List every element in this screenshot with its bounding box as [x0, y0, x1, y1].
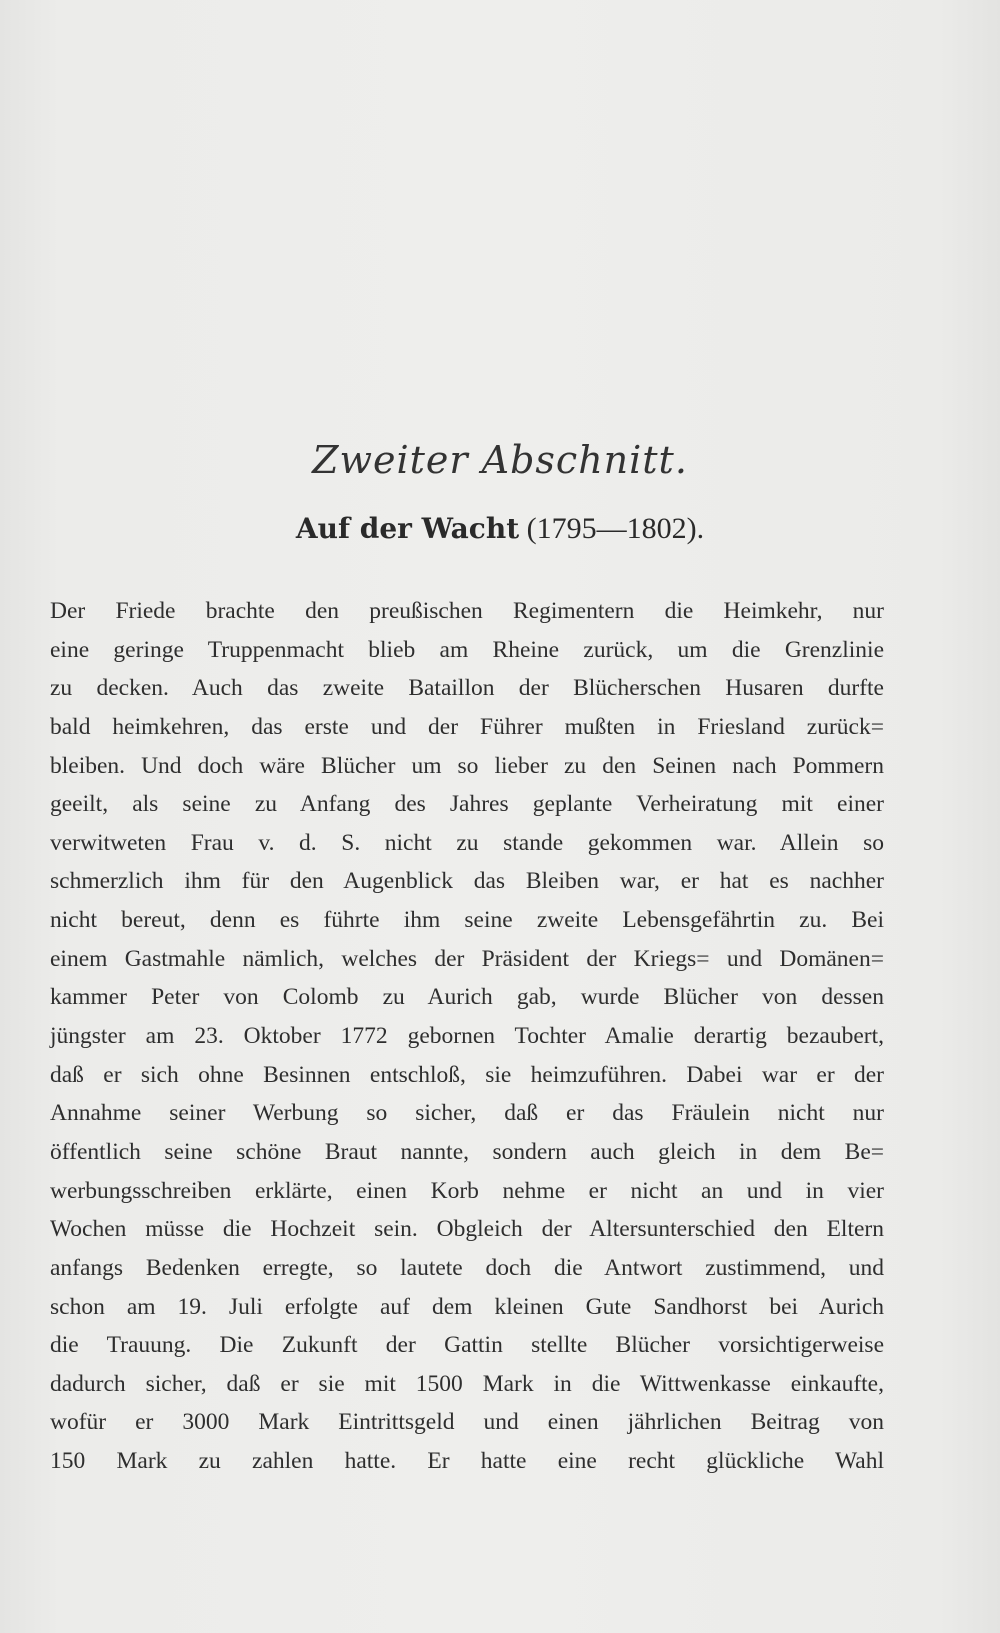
text-line: kammer Peter von Colomb zu Aurich gab, wurde Blücher von dessen: [50, 984, 884, 1011]
text-line: dadurch sicher, daß er sie mit 1500 Mark in die Wittwenkasse einkaufte,: [50, 1370, 884, 1397]
section-heading: Zweiter Abschnitt.: [312, 438, 688, 482]
text-line: jüngster am 23. Oktober 1772 gebornen Tochter Amalie derartig bezaubert,: [50, 1023, 884, 1050]
text-line: werbungsschreiben erklärte, einen Korb nehme er nicht an und in vier: [50, 1177, 884, 1204]
text-line: öffentlich seine schöne Braut nannte, sondern auch gleich in dem Be=: [50, 1138, 884, 1165]
text-line: 150 Mark zu zahlen hatte. Er hatte eine recht glückliche Wahl: [50, 1448, 884, 1475]
body-paragraph: [50, 592, 884, 1481]
text-line: verwitweten Frau v. d. S. nicht zu stande gekommen war. Allein so: [50, 829, 884, 856]
text-line: geeilt, als seine zu Anfang des Jahres geplante Verheiratung mit einer: [50, 791, 884, 818]
text-line: schmerzlich ihm für den Augenblick das Bleiben war, er hat es nachher: [50, 868, 884, 895]
text-line: zu decken. Auch das zweite Bataillon der Blücherschen Husaren durfte: [50, 675, 884, 702]
text-line: Der Friede brachte den preußischen Regimentern die Heimkehr, nur: [50, 598, 884, 624]
text-line: eine geringe Truppenmacht blieb am Rheine zurück, um die Grenzlinie: [50, 636, 884, 663]
text-line: Wochen müsse die Hochzeit sein. Obgleich der Altersunterschied den Eltern: [50, 1216, 884, 1243]
chapter-title-name: Auf der Wacht: [295, 512, 520, 545]
text-line: Annahme seiner Werbung so sicher, daß er das Fräulein nicht nur: [50, 1100, 884, 1127]
text-line: nicht bereut, denn es führte ihm seine zweite Lebensgefährtin zu. Bei: [50, 907, 884, 934]
text-line: bald heimkehren, das erste und der Führer mußten in Friesland zurück=: [50, 713, 884, 740]
text-line: daß er sich ohne Besinnen entschloß, sie heimzuführen. Dabei war er der: [50, 1061, 884, 1088]
text-line: bleiben. Und doch wäre Blücher um so lieber zu den Seinen nach Pommern: [50, 752, 884, 779]
text-line: schon am 19. Juli erfolgte auf dem kleinen Gute Sandhorst bei Aurich: [50, 1293, 884, 1320]
chapter-title: [0, 512, 1000, 546]
text-line: anfangs Bedenken erregte, so lautete doch die Antwort zustimmend, und: [50, 1254, 884, 1281]
text-line: wofür er 3000 Mark Eintrittsgeld und einen jährlichen Beitrag von: [50, 1409, 884, 1436]
text-line: einem Gastmahle nämlich, welches der Präsident der Kriegs= und Domänen=: [50, 945, 884, 972]
text-line: die Trauung. Die Zukunft der Gattin stellte Blücher vorsichtigerweise: [50, 1332, 884, 1359]
chapter-title-years: (1795—1802).: [526, 512, 705, 545]
